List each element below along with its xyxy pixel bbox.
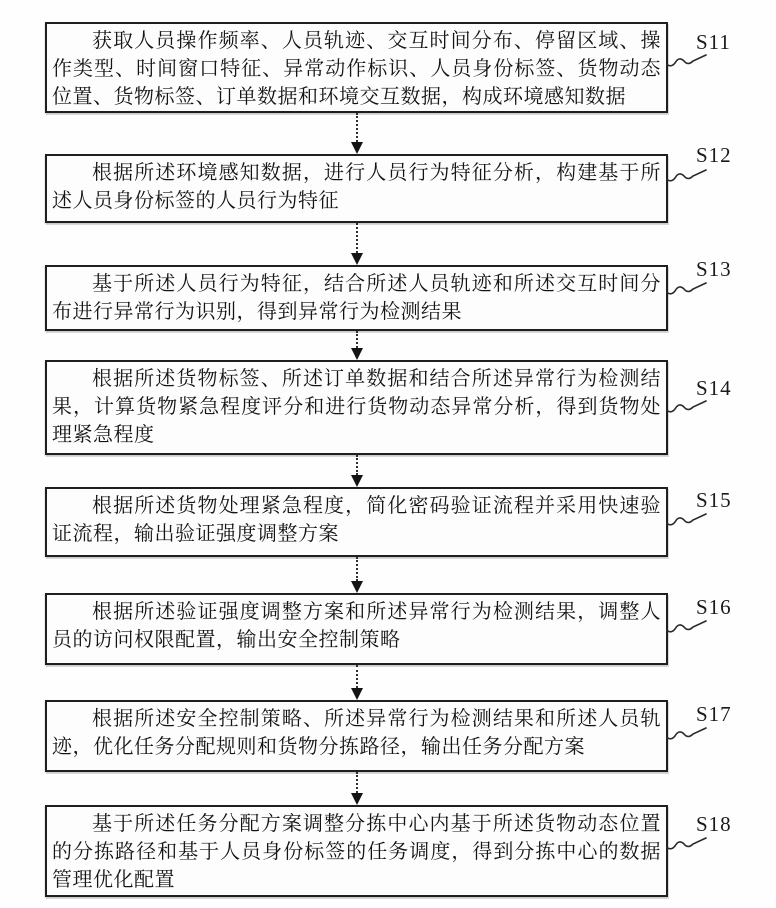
reference-squiggle-icon	[666, 280, 708, 298]
flow-arrow-icon	[351, 223, 363, 265]
flow-step-box-s13	[45, 265, 668, 331]
flow-arrow-icon	[351, 772, 363, 805]
reference-squiggle-icon	[666, 52, 708, 70]
step-text-s18: 基于所述任务分配方案调整分拣中心内基于所述货物动态位置的分拣路径和基于人员身份标签的任务调度，得到分拣中心的数据管理优化配置	[52, 813, 661, 891]
flow-arrow-icon	[351, 331, 363, 360]
reference-squiggle-icon	[666, 511, 708, 529]
reference-squiggle-icon	[666, 167, 708, 185]
step-text-s13: 基于所述人员行为特征，结合所述人员轨迹和所述交互时间分布进行异常行为识别，得到异常行为检测结果	[52, 273, 661, 323]
flow-arrow-icon	[351, 665, 363, 700]
step-label-s18: S18	[696, 812, 732, 836]
step-text-s16: 根据所述验证强度调整方案和所述异常行为检测结果，调整人员的访问权限配置，输出安全控制策略	[52, 601, 661, 651]
flow-arrow-icon	[351, 455, 363, 487]
step-label-s17: S17	[696, 702, 732, 726]
flow-step-box-s14	[45, 360, 668, 455]
step-text-s14: 根据所述货物标签、所述订单数据和结合所述异常行为检测结果，计算货物紧急程度评分和进行货物动态异常分析，得到货物处理紧急程度	[52, 368, 661, 446]
flow-step-box-s17	[45, 700, 668, 772]
flow-step-box-s11	[45, 22, 668, 113]
step-label-s12: S12	[696, 143, 732, 167]
flow-arrow-icon	[351, 113, 363, 154]
step-text-s15: 根据所述货物处理紧急程度，简化密码验证流程并采用快速验证流程，输出验证强度调整方案	[52, 495, 661, 545]
flow-step-box-s15	[45, 487, 668, 557]
reference-squiggle-icon	[666, 835, 708, 853]
step-label-s14: S14	[696, 376, 732, 400]
flow-step-box-s16	[45, 593, 668, 665]
reference-squiggle-icon	[666, 398, 708, 416]
step-label-s16: S16	[696, 595, 732, 619]
step-label-s15: S15	[696, 488, 732, 512]
flow-step-box-s18	[45, 805, 668, 897]
step-text-s17: 根据所述安全控制策略、所述异常行为检测结果和所述人员轨迹，优化任务分配规则和货物分拣路径，输出任务分配方案	[52, 708, 661, 758]
step-text-s12: 根据所述环境感知数据，进行人员行为特征分析，构建基于所述人员身份标签的人员行为特征	[52, 162, 661, 212]
flow-step-box-s12	[45, 154, 668, 223]
step-label-s13: S13	[696, 257, 732, 281]
reference-squiggle-icon	[666, 725, 708, 743]
flow-arrow-icon	[351, 557, 363, 593]
step-label-s11: S11	[696, 30, 731, 54]
reference-squiggle-icon	[666, 618, 708, 636]
step-text-s11: 获取人员操作频率、人员轨迹、交互时间分布、停留区域、操作类型、时间窗口特征、异常动作标识、人员身份标签、货物动态位置、货物标签、订单数据和环境交互数据，构成环境感知数据	[52, 30, 661, 108]
